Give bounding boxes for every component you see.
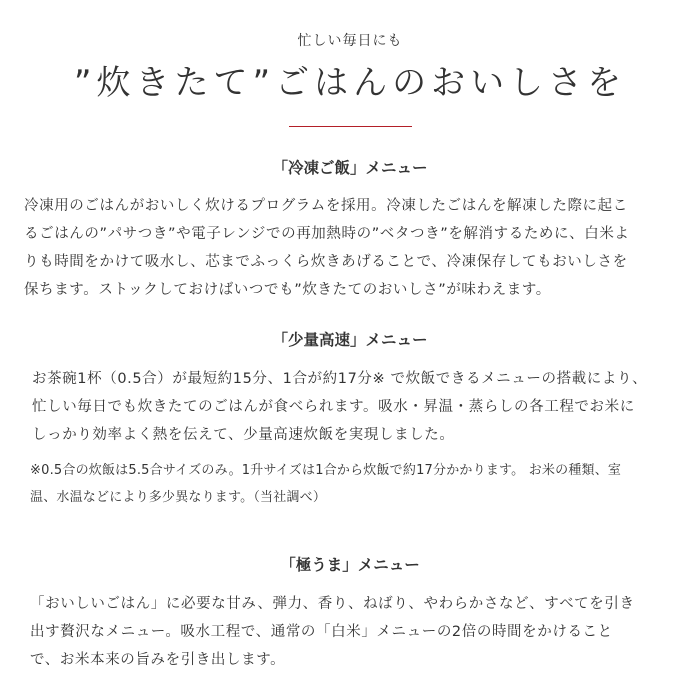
note-line: ※0.5合の炊飯は5.5合サイズのみ。1升サイズは1合から炊飯で約17分かかります。 お米の種類、室	[30, 463, 622, 478]
premium-description	[30, 590, 635, 674]
note-line: 温、水温などにより多少異なります。（当社調べ）	[30, 490, 327, 505]
small-quick-description	[32, 365, 647, 449]
text-line: 「おいしいごはん」に必要な甘み、弾力、香り、ねばり、やわらかさなど、すべてを引き	[30, 596, 635, 612]
text-line: で、お米本来の旨みを引き出します。	[30, 652, 286, 668]
text-line: お茶碗1杯（0.5合）が最短約15分、1合が約17分※ で炊飯できるメニューの搭載により、	[32, 371, 648, 387]
heading-small-quick-menu: 「少量高速」メニュー	[272, 331, 428, 349]
title-divider	[289, 126, 412, 127]
text-line: るごはんの”パサつき”や電子レンジでの再加熱時の”ベタつき”を解消するために、白米よ	[24, 226, 630, 242]
page-title: ”炊きたて”ごはんのおいしさを	[73, 63, 627, 103]
small-quick-footnote	[30, 457, 700, 511]
text-line: りも時間をかけて吸水し、芯までふっくら炊きあげることで、冷凍保存してもおいしさを	[24, 254, 628, 270]
text-line: 出す贅沢なメニュー。吸水工程で、通常の「白米」メニューの2倍の時間をかけること	[30, 624, 613, 640]
heading-frozen-rice-menu: 「冷凍ご飯」メニュー	[272, 159, 428, 177]
text-line: 忙しい毎日でも炊きたてのごはんが食べられます。吸水・昇温・蒸らしの各工程でお米に	[32, 399, 635, 415]
text-line: 保ちます。ストックしておけばいつでも”炊きたてのおいしさ”が味わえます。	[24, 282, 551, 298]
subtitle: 忙しい毎日にも	[297, 33, 403, 49]
heading-premium-menu: 「極うま」メニュー	[280, 556, 420, 574]
text-line: 冷凍用のごはんがおいしく炊けるプログラムを採用。冷凍したごはんを解凍した際に起こ	[24, 198, 628, 214]
text-line: しっかり効率よく熱を伝えて、少量高速炊飯を実現しました。	[32, 427, 455, 443]
frozen-rice-description	[24, 192, 630, 304]
